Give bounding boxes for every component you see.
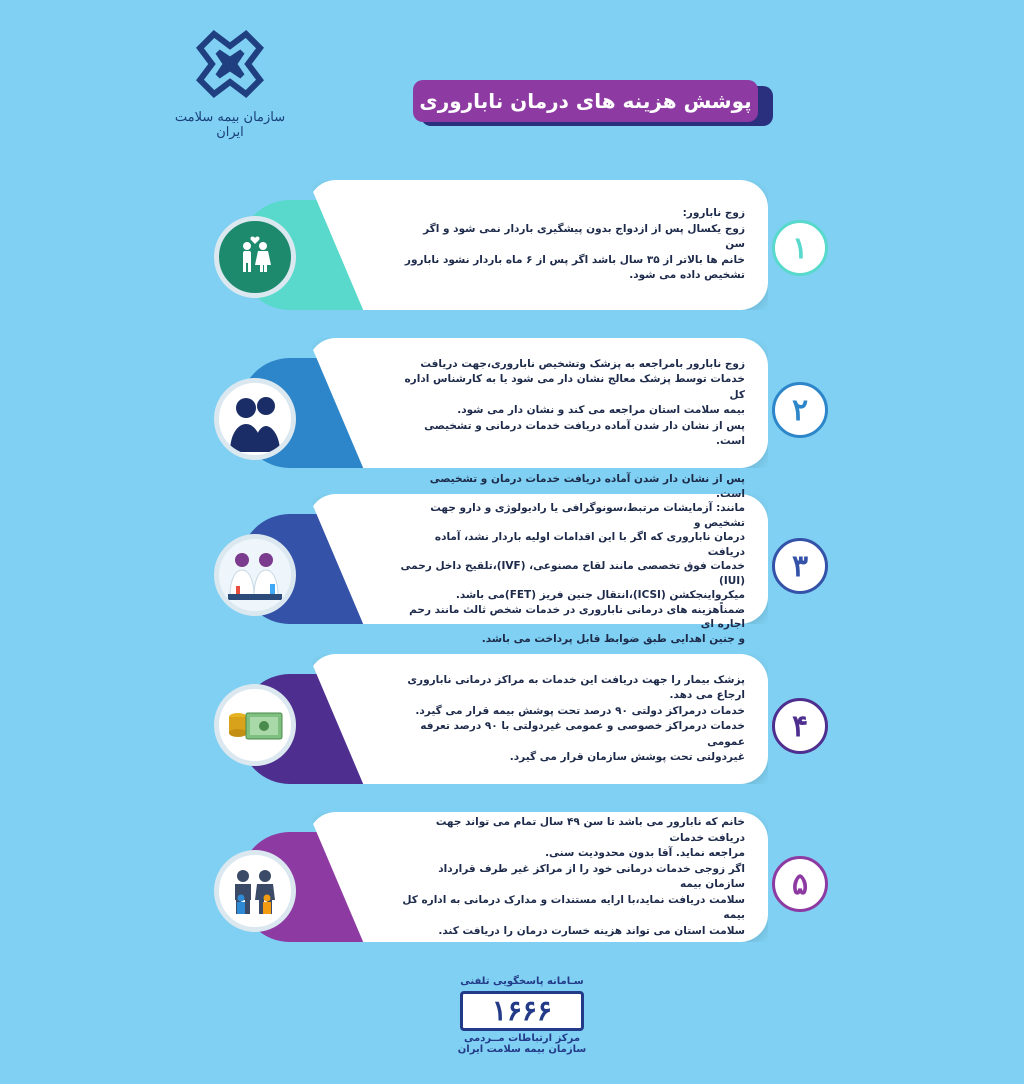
page-title-banner: [413, 80, 773, 130]
lab-icon: [214, 534, 296, 616]
step-number: ۲: [772, 382, 828, 438]
logo: [170, 28, 290, 138]
step-text: زوج نابارور بامراجعه به پزشک وتشخیص ناباروری،جهت دریافت خدمات توسط پزشک معالج نشان دار می شود یا به کارشناس اداره کل بیمه سلامت استان مراجعه می کند و نشان دار می شود. پس از نشان دار شدن آماده دریافت خدمات درمانی و تشخیصی است.: [404, 357, 745, 447]
step-1: [200, 180, 830, 315]
logo-text: سازمان بیمه سلامت ایران: [174, 110, 286, 140]
hotline-label: سـامانه پاسخگویی تلفنی: [460, 976, 584, 987]
step-4: [200, 654, 830, 789]
hotline-number: ۱۶۶۶: [460, 991, 584, 1031]
page-title: پوشش هزینه های درمان ناباروری: [413, 80, 758, 122]
step-number: ۱: [772, 220, 828, 276]
money-icon: [214, 684, 296, 766]
insurance-logo-icon: [194, 28, 266, 100]
step-number: ۵: [772, 856, 828, 912]
step-number: ۳: [772, 538, 828, 594]
step-text: زوج نابارور: زوج یکسال پس از ازدواج بدون پیشگیری باردار نمی شود و اگر سن خانم ها بالاتر از ۳۵ سال باشد اگر پس از ۶ ماه باردار نشود نابارور تشخیص داده می شود.: [404, 207, 745, 282]
consultation-icon: [214, 378, 296, 460]
step-text: خانم که نابارور می باشد تا سن ۴۹ سال تمام می تواند جهت دریافت خدمات مراجعه نماید. آقا بدون محدودیت سنی. اگر زوجی خدمات درمانی خود را از مراکز غیر طرف قرارداد سازمان بیمه سلامت دریافت نماید،با ارایه مستندات و مدارک درمانی به اداره کل بیمه سلامت استان می تواند هزینه خسارت درمان را دریافت کند.: [402, 816, 745, 937]
couple-icon: [214, 216, 296, 298]
step-text: پس از نشان دار شدن آماده دریافت خدمات درمان و تشخیصی است. مانند: آزمایشات مرتبط،سونوگرافی یا رادیولوژی و دارو جهت تشخیص و درمان ناباروری که اگر با این اقدامات اولیه باردار نشد، آماده دریافت خدمات فوق تخصصی مانند لقاح مصنوعی، (IVF)،تلقیح داخل رحمی (IUI) میکرواینجکشن (ICSI)،انتقال جنین فریز (FET)می باشد. ضمناًهزینه های درمانی ناباروری در خدمات شخص ثالث مانند رحم اجاره ای و جنین اهدایی طبق ضوابط قابل پرداخت می باشد.: [400, 473, 745, 645]
hotline-footer: [452, 976, 592, 1076]
step-5: [200, 812, 830, 947]
step-2: [200, 338, 830, 473]
step-text: پزشک بیمار را جهت دریافت این خدمات به مراکز درمانی ناباروری ارجاع می دهد. خدمات درمراکز دولتی ۹۰ درصد تحت پوشش بیمه قرار می گیرد. خدمات درمراکز خصوصی و عمومی غیردولتی با ۹۰ درصد تعرفه عمومی غیردولتی تحت پوشش سازمان قرار می گیرد.: [407, 673, 745, 763]
footer-line-2: سازمان بیمه سلامت ایران: [457, 1044, 587, 1055]
step-3: [200, 473, 830, 645]
footer-line-1: مرکز ارتباطات مــردمی: [463, 1033, 581, 1044]
family-icon: [214, 850, 296, 932]
step-number: ۴: [772, 698, 828, 754]
